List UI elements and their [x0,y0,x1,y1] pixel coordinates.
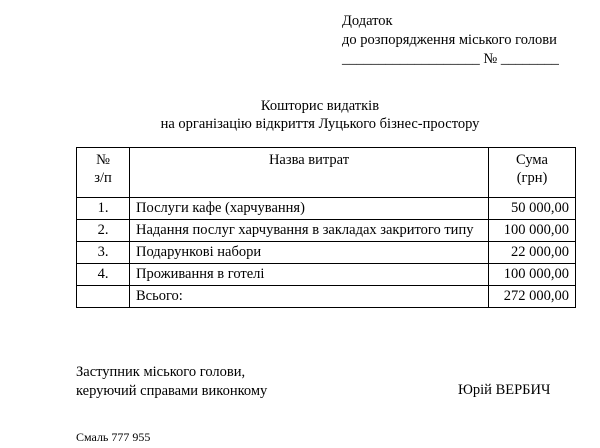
table-row [77,198,576,220]
appendix-subtitle: до розпорядження міського голови [342,32,557,48]
row-number: 1. [77,198,130,220]
appendix-block [342,12,559,69]
appendix-number-line: ___________________ № ________ [342,51,559,67]
row-sum: 50 000,00 [489,198,576,220]
row-name: Проживання в готелі [130,264,489,286]
table-row [77,220,576,242]
row-number: 4. [77,264,130,286]
row-sum: 100 000,00 [489,264,576,286]
table-header-row [77,148,576,198]
signature-position-line2: керуючий справами виконкому [76,383,268,399]
header-number-label: № [96,152,110,168]
total-sum: 272 000,00 [489,286,576,308]
row-name: Надання послуг харчування в закладах закритого типу [130,220,489,242]
table-total-row [77,286,576,308]
table-row [77,242,576,264]
row-sum: 100 000,00 [489,220,576,242]
row-name: Послуги кафе (харчування) [130,198,489,220]
budget-table [76,147,576,308]
row-sum: 22 000,00 [489,242,576,264]
header-sum-label: Сума [516,152,548,168]
signature-block [76,363,267,401]
total-label: Всього: [130,286,489,308]
header-sum-unit: (грн) [516,170,548,186]
total-number [77,286,130,308]
header-number [77,148,130,198]
document-title-line2: на організацію відкриття Луцького бізнес-простору [160,116,480,132]
row-number: 3. [77,242,130,264]
header-sum [489,148,576,198]
document-title-line1: Кошторис видатків [260,98,380,114]
header-name: Назва витрат [130,148,489,198]
row-name: Подарункові набори [130,242,489,264]
appendix-title: Додаток [342,13,393,29]
header-number-sublabel: з/п [94,170,112,186]
signer-name: Юрій ВЕРБИЧ [458,382,551,398]
executor-note: Смаль 777 955 [76,430,151,444]
table-row [77,264,576,286]
signature-position-line1: Заступник міського голови, [76,364,246,380]
document-title [0,97,600,133]
row-number: 2. [77,220,130,242]
